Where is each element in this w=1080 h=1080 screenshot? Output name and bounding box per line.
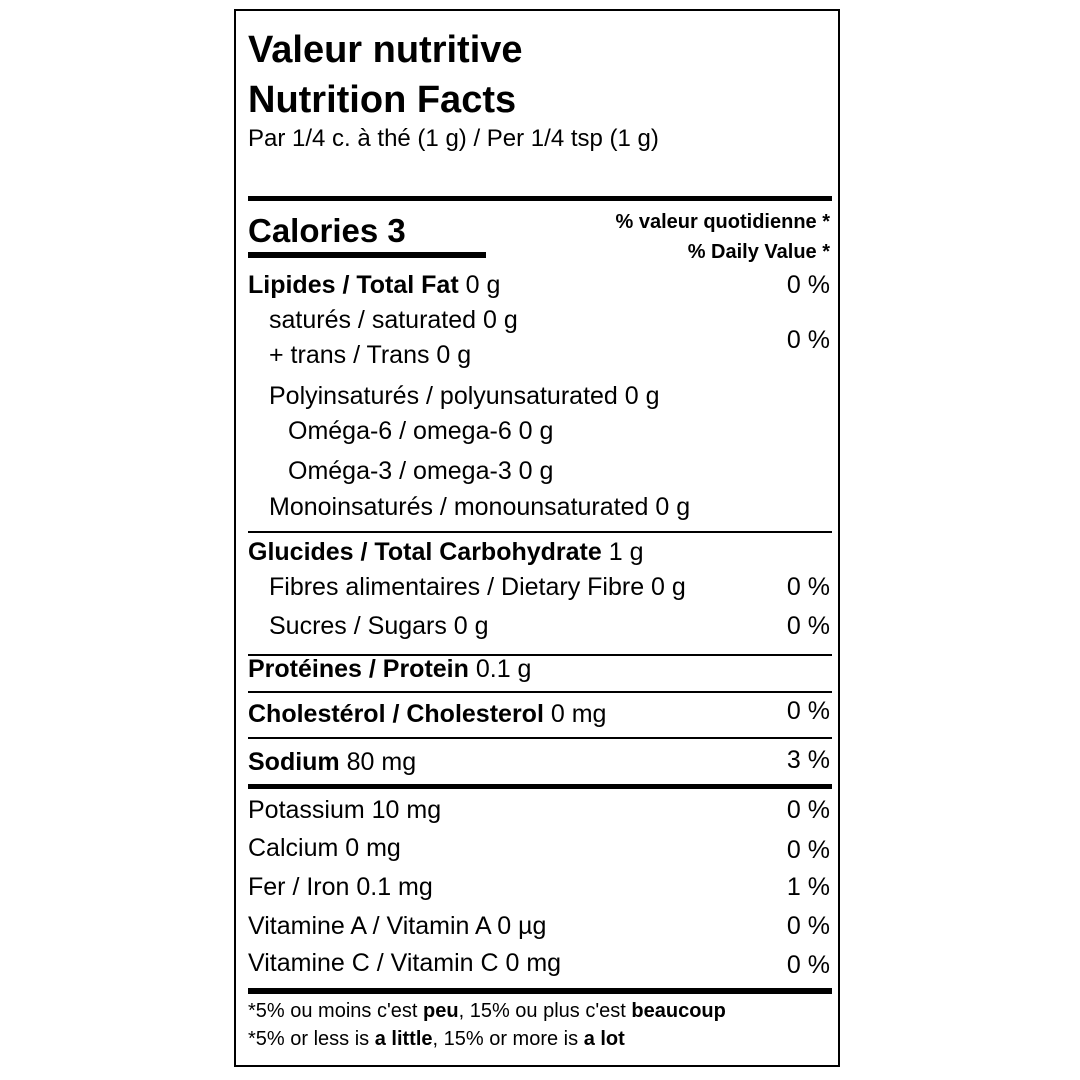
footnote-english [248,1029,625,1049]
protein-row [248,657,531,682]
label-content [248,11,830,1065]
cholesterol-label: Cholestérol / Cholesterol [248,700,544,728]
cholesterol-amount: 0 mg [550,700,607,728]
serving-size: Par 1/4 c. à thé (1 g) / Per 1/4 tsp (1 g) [248,125,659,152]
carbohydrate-row [248,540,644,565]
iron-row: Fer / Iron 0.1 mg [248,873,433,901]
footnote-emphasis: beaucoup [631,1000,726,1022]
fat-row [248,273,500,298]
potassium-dv: 0 % [786,796,830,824]
thick-divider [248,784,832,789]
vitamin-c-dv: 0 % [786,951,830,979]
carbohydrate-amount: 1 g [608,538,644,566]
footnote-text: *5% or less is [248,1028,375,1050]
sugars-row: Sucres / Sugars 0 g [269,612,489,640]
thick-divider [248,988,832,994]
nutrition-facts-label [234,9,840,1067]
calcium-dv: 0 % [786,836,830,864]
fat-dv: 0 % [786,271,830,299]
trans-row: + trans / Trans 0 g [269,341,472,369]
sodium-dv: 3 % [786,746,830,774]
carbohydrate-label: Glucides / Total Carbohydrate [248,538,602,566]
title-english: Nutrition Facts [248,79,517,121]
footnote-emphasis: a little [374,1028,433,1050]
divider [248,691,832,693]
sodium-label: Sodium [248,748,340,776]
footnote-french [248,1001,726,1021]
title-french: Valeur nutritive [248,29,523,71]
omega3-row: Oméga-3 / omega-3 0 g [288,457,554,485]
cholesterol-row [248,702,606,727]
calories-value: 3 [387,212,406,249]
calories-row [248,214,406,247]
fibre-row: Fibres alimentaires / Dietary Fibre 0 g [269,573,686,601]
protein-amount: 0.1 g [475,655,532,683]
cholesterol-dv: 0 % [786,697,830,725]
vitamin-c-row: Vitamine C / Vitamin C 0 mg [248,949,562,977]
footnote-text: *5% ou moins c'est [248,1000,424,1022]
footnote-emphasis: a lot [583,1028,625,1050]
divider [248,531,832,533]
protein-label: Protéines / Protein [248,655,469,683]
saturated-row: saturés / saturated 0 g [269,306,518,334]
footnote-emphasis: peu [423,1000,459,1022]
calories-label: Calories [248,212,379,249]
fat-label: Lipides / Total Fat [248,271,459,299]
sat-trans-dv: 0 % [786,326,830,354]
sodium-row [248,750,416,775]
fat-amount: 0 g [465,271,501,299]
footnote-text: , 15% ou plus c'est [458,1000,632,1022]
daily-value-header-en: % Daily Value * [687,241,830,263]
thick-divider [248,196,832,201]
sugars-dv: 0 % [786,612,830,640]
omega6-row: Oméga-6 / omega-6 0 g [288,417,554,445]
footnote-text: , 15% or more is [432,1028,584,1050]
calories-underline [248,252,486,258]
vitamin-a-row: Vitamine A / Vitamin A 0 µg [248,912,547,940]
daily-value-header-fr: % valeur quotidienne * [615,211,830,233]
divider [248,737,832,739]
potassium-row: Potassium 10 mg [248,796,442,824]
fibre-dv: 0 % [786,573,830,601]
iron-dv: 1 % [786,873,830,901]
calcium-row: Calcium 0 mg [248,834,401,862]
polyunsaturated-row: Polyinsaturés / polyunsaturated 0 g [269,382,660,410]
vitamin-a-dv: 0 % [786,912,830,940]
sodium-amount: 80 mg [346,748,417,776]
monounsaturated-row: Monoinsaturés / monounsaturated 0 g [269,493,691,521]
